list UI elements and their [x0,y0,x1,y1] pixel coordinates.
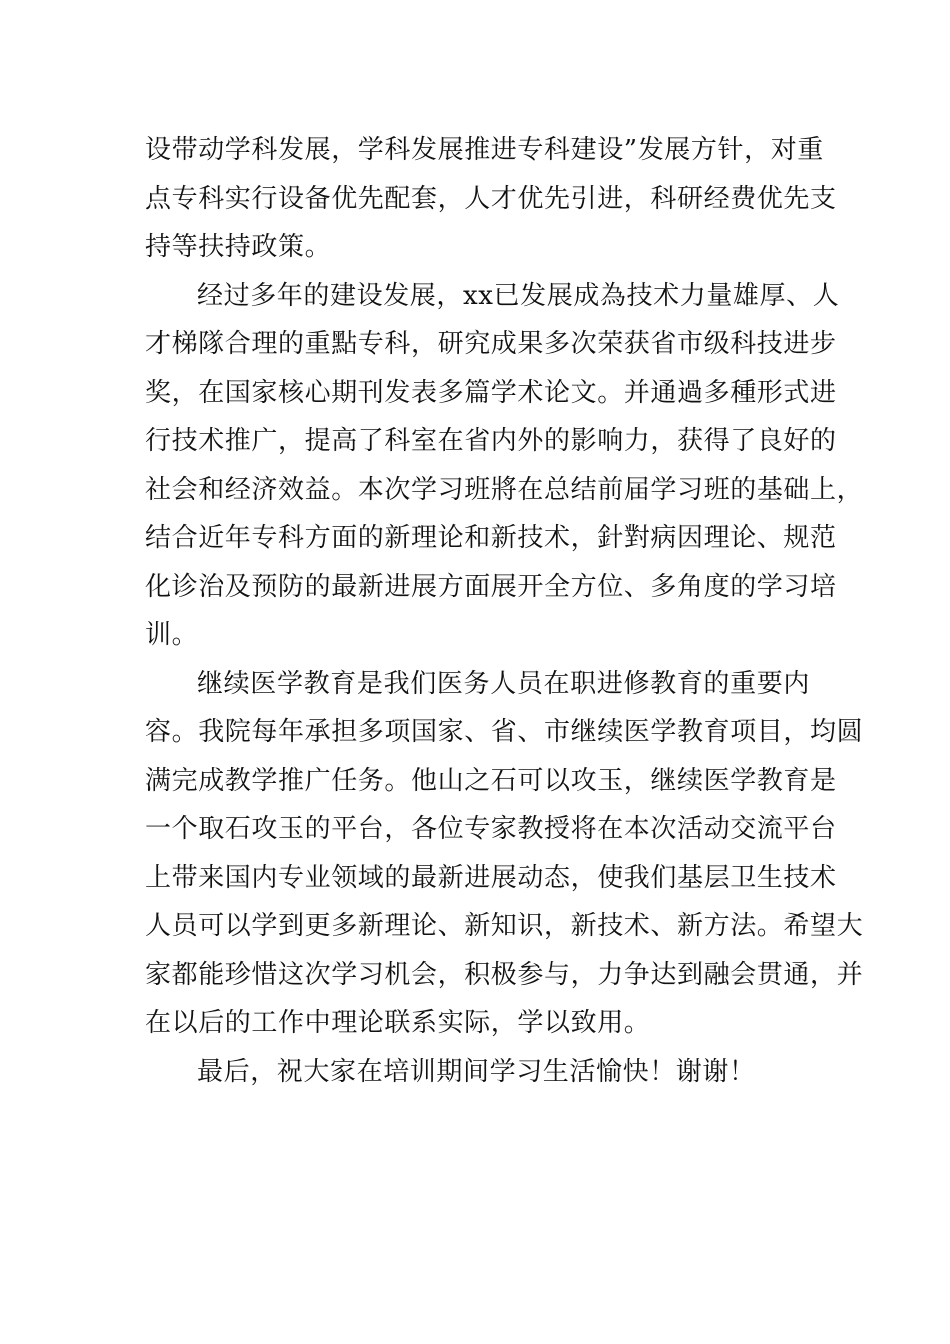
text-line: 人员可以学到更多新理论、新知识，新技术、新方法。希望大 [145,911,864,941]
paragraph-3 [145,660,864,1048]
text-line: 一个取石攻玉的平台，各位专家教授将在本次活动交流平台 [145,814,837,844]
text-line: 持等扶持政策。 [145,232,332,262]
text-line: 家都能珍惜这次学习机会，积极参与，力争达到融会贯通，并 [145,959,864,990]
document-body [145,126,864,1096]
text-line: 上带来国内专业领域的最新进展动态，使我们基层卫生技术 [145,862,837,893]
text-line: 满完成教学推广任务。他山之石可以攻玉，继续医学教育是 [145,765,837,796]
text-line: 经过多年的建设发展，xx已发展成為技术力量雄厚、人 [197,280,840,311]
text-line: 设带动学科发展，学科发展推进专科建设”发展方针，对重 [145,135,824,165]
paragraph-4 [145,1048,810,1097]
text-line: 训。 [145,620,199,650]
text-line: 行技术推广，提高了科室在省内外的影响力，获得了良好的 [145,426,837,456]
text-line: 奖，在国家核心期刊发表多篇学术论文。并通過多種形式进 [145,377,837,408]
text-line: 在以后的工作中理论联系实际，学以致用。 [145,1008,651,1038]
text-line: 继续医学教育是我们医务人员在职进修教育的重要内 [197,668,810,699]
text-line: 社会和经济效益。本次学习班將在总结前届学习班的基础上， [145,474,864,505]
text-line: 点专科实行设备优先配套，人才优先引进，科研经费优先支 [145,183,837,214]
text-line: 化诊治及预防的最新进展方面展开全方位、多角度的学习培 [145,571,837,602]
text-line: 最后，祝大家在培训期间学习生活愉快！谢谢！ [197,1056,756,1087]
text-line: 容。我院每年承担多项国家、省、市继续医学教育项目，均圆 [145,717,864,747]
paragraph-1 [145,126,837,272]
paragraph-2 [145,272,864,660]
text-line: 才梯隊合理的重點专科，研究成果多次荣获省市级科技进步 [145,329,837,359]
text-line: 结合近年专科方面的新理论和新技术，針對病因理论、规范 [145,523,837,553]
